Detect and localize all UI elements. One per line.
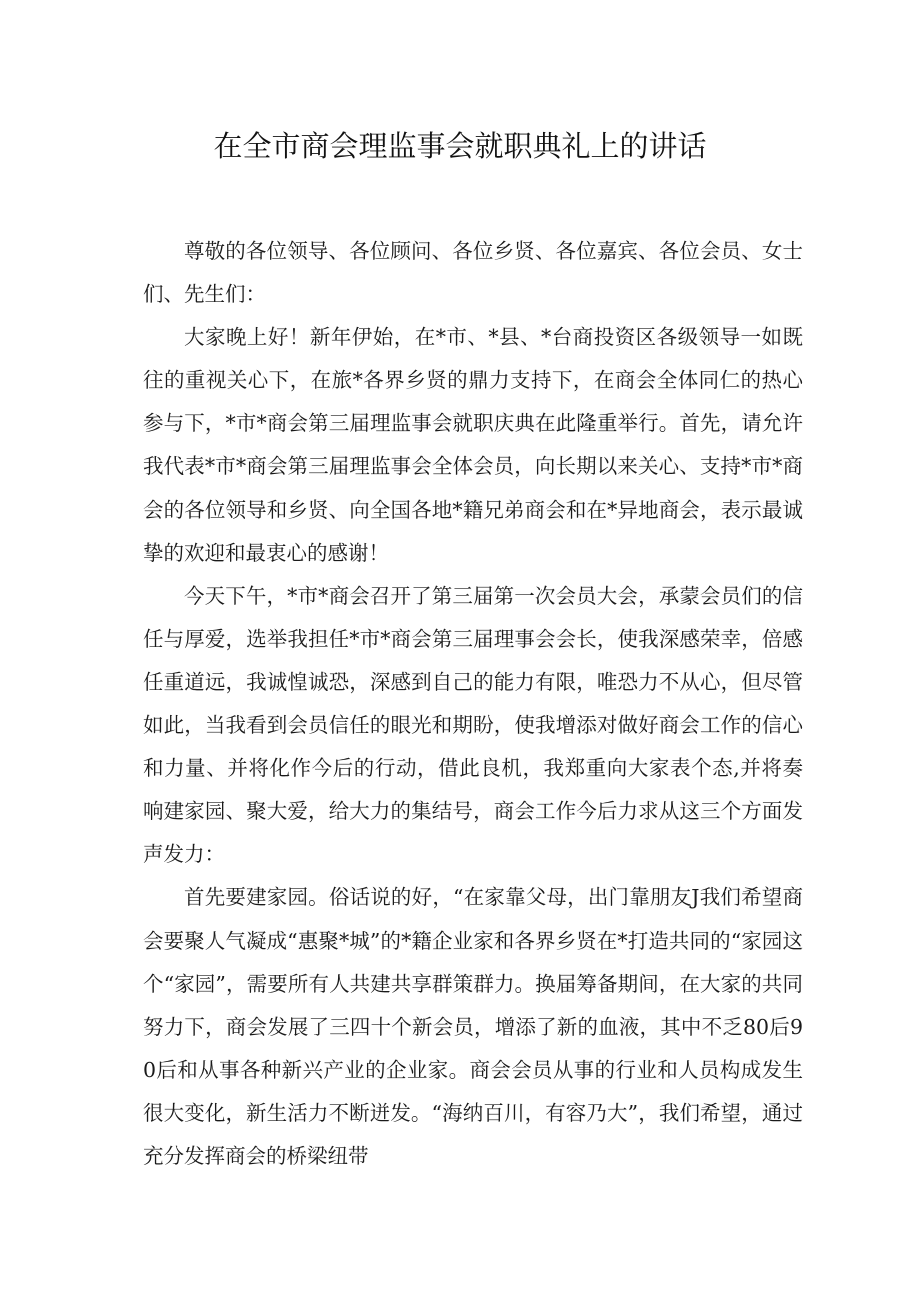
paragraph-greeting: 大家晚上好！新年伊始，在*市、*县、*台商投资区各级领导一如既往的重视关心下，在旅*各界乡贤的鼎力支持下，在商会全体同仁的热心参与下，*市*商会第三届理监事会就职庆典在此隆重举行。首先，请允许我代表*市*商会第三届理监事会全体会员，向长期以来关心、支持*市*商会的各位领导和乡贤、向全国各地*籍兄弟商会和在*异地商会，表示最诚挚的欢迎和最衷心的感谢！ [143, 325, 803, 565]
paragraph-salutation: 尊敬的各位领导、各位顾问、各位乡贤、各位嘉宾、各位会员、女士们、先生们： [143, 239, 803, 307]
document-title: 在全市商会理监事会就职典礼上的讲话 [213, 129, 707, 163]
document-body [143, 230, 803, 1178]
paragraph-build-home: 首先要建家园。俗话说的好，“在家靠父母，出门靠朋友J我们希望商会要聚人气凝成“惠聚*城”的*籍企业家和各界乡贤在*打造共同的“家园这个“家园”，需要所有人共建共享群策群力。换届筹备期间，在大家的共同努力下，商会发展了三四十个新会员，增添了新的血液，其中不乏80后90后和从事各种新兴产业的企业家。商会会员从事的行业和人员构成发生很大变化，新生活力不断迸发。“海纳百川，有容乃大”，我们希望，通过充分发挥商会的桥梁纽带 [143, 885, 803, 1168]
paragraph-election: 今天下午，*市*商会召开了第三届第一次会员大会，承蒙会员们的信任与厚爱，选举我担任*市*商会第三届理事会会长，使我深感荣幸，倍感任重道远，我诚惶诚恐，深感到自己的能力有限，唯恐力不从心，但尽管如此，当我看到会员信任的眼光和期盼，使我增添对做好商会工作的信心和力量、并将化作今后的行动，借此良机，我郑重向大家表个态,并将奏响建家园、聚大爱，给大力的集结号，商会工作今后力求从这三个方面发声发力： [143, 583, 803, 867]
